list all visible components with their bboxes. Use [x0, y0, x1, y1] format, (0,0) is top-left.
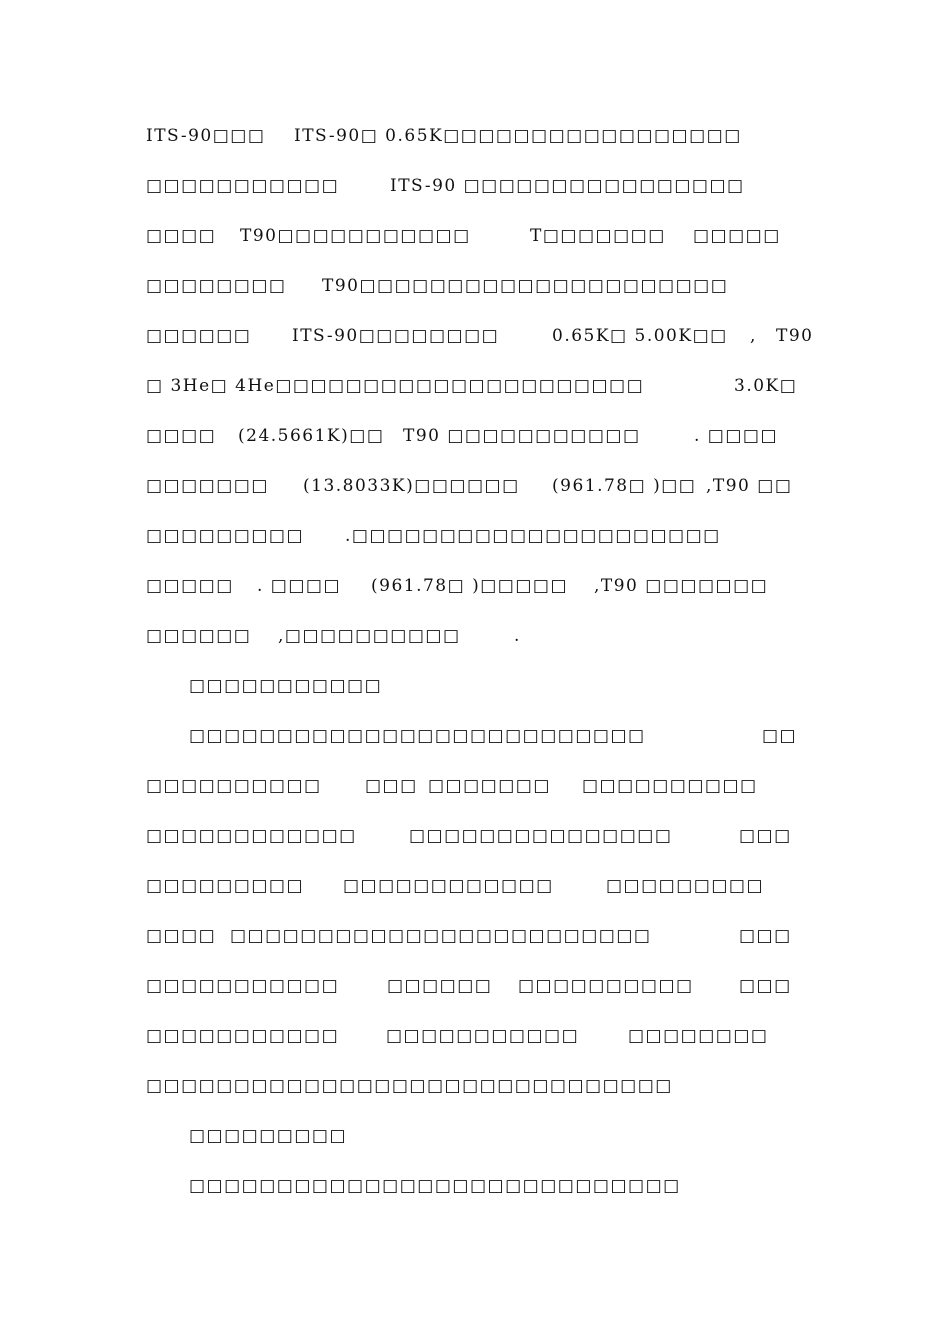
text-segment: (961.78□ )□□: [552, 476, 697, 496]
text-segment: □□□: [365, 776, 418, 796]
text-line-14: [0, 771, 950, 801]
text-segment: □□□□□□□□□□: [146, 776, 322, 796]
text-segment: □□□□□: [693, 226, 781, 246]
text-line-9: [0, 521, 950, 551]
text-line-18: [0, 971, 950, 1001]
text-line-12: [0, 671, 950, 701]
text-segment: ITS-90 □□□□□□□□□□□□□□□□: [390, 176, 745, 196]
text-segment: T□□□□□□□: [530, 226, 666, 246]
text-segment: ITS-90□ 0.65K□□□□□□□□□□□□□□□□□: [294, 126, 742, 146]
text-segment: □□□□□□□□: [628, 1026, 769, 1046]
text-line-3: [0, 221, 950, 251]
text-segment: □□□□□□□□□□□□□□□□□□□□□□□□: [230, 926, 652, 946]
text-line-1: [0, 121, 950, 151]
text-segment: □□□: [739, 926, 792, 946]
text-line-19: [0, 1021, 950, 1051]
text-line-16: [0, 871, 950, 901]
text-line-5: [0, 321, 950, 351]
text-segment: □□□□□□□□□□□□□□□□□□□□□□□□□□: [189, 726, 646, 746]
text-segment: □□□□□□□□□□□: [146, 1026, 340, 1046]
text-segment: □□□: [739, 826, 792, 846]
text-segment: □□□: [739, 976, 792, 996]
text-segment: T90 □□□□□□□□□□□: [403, 426, 641, 446]
text-segment: . □□□□: [694, 426, 779, 446]
text-segment: □□□□□□□□□□□□: [343, 876, 554, 896]
text-segment: □□□□□□□□□: [606, 876, 765, 896]
text-segment: □□: [762, 726, 798, 746]
text-segment: ,T90 □□: [706, 476, 793, 496]
text-segment: T90: [776, 326, 814, 346]
text-segment: □ 3He□ 4He□□□□□□□□□□□□□□□□□□□□□: [146, 376, 645, 396]
text-segment: □□□□: [146, 226, 217, 246]
text-segment: ,T90 □□□□□□□: [594, 576, 769, 596]
text-segment: □□□□□: [146, 576, 234, 596]
text-segment: □□□□: [146, 426, 217, 446]
text-segment: .□□□□□□□□□□□□□□□□□□□□□: [345, 526, 721, 546]
text-segment: □□□□□□□□: [146, 276, 287, 296]
text-line-21: [0, 1121, 950, 1151]
text-segment: ITS-90□□□: [146, 126, 266, 146]
text-segment: .: [514, 626, 521, 646]
text-segment: ITS-90□□□□□□□□: [292, 326, 500, 346]
text-line-20: [0, 1071, 950, 1101]
text-segment: ,: [750, 326, 757, 346]
text-segment: T90□□□□□□□□□□□: [240, 226, 471, 246]
text-segment: □□□□□□□: [146, 476, 269, 496]
text-segment: □□□□□□□□□□□: [386, 1026, 580, 1046]
text-line-22: [0, 1171, 950, 1201]
text-segment: □□□□□□□□□□□□□□□□□□□□□□□□□□□□□□: [146, 1076, 673, 1096]
text-line-13: [0, 721, 950, 751]
text-line-6: [0, 371, 950, 401]
text-segment: (24.5661K)□□: [238, 426, 385, 446]
text-segment: □□□□□□□□□□□: [146, 176, 340, 196]
text-segment: □□□□□□□□□□□: [146, 976, 340, 996]
text-line-11: [0, 621, 950, 651]
text-segment: 3.0K□: [734, 376, 798, 396]
text-segment: □□□□□□□□□: [146, 876, 305, 896]
text-segment: □□□□□□: [146, 626, 252, 646]
text-segment: □□□□□□: [146, 326, 252, 346]
text-line-17: [0, 921, 950, 951]
text-segment: □□□□□□□□□□□□□□□□□□□□□□□□□□□□: [189, 1176, 681, 1196]
text-line-4: [0, 271, 950, 301]
text-segment: T90□□□□□□□□□□□□□□□□□□□□□: [322, 276, 729, 296]
text-segment: □□□□□□□□□□: [518, 976, 694, 996]
text-segment: . □□□□: [257, 576, 342, 596]
text-segment: (13.8033K)□□□□□□: [303, 476, 520, 496]
text-segment: □□□□□□□□□□: [582, 776, 758, 796]
text-line-2: [0, 171, 950, 201]
text-segment: □□□□□□□□□□□: [189, 676, 383, 696]
text-segment: ,□□□□□□□□□□: [278, 626, 461, 646]
text-segment: □□□□□□□□□: [146, 526, 305, 546]
text-segment: □□□□: [146, 926, 217, 946]
text-segment: □□□□□□: [387, 976, 493, 996]
text-line-8: [0, 471, 950, 501]
text-segment: □□□□□□□□□: [189, 1126, 348, 1146]
text-segment: (961.78□ )□□□□□: [371, 576, 569, 596]
text-segment: □□□□□□□□□□□□□□□: [409, 826, 673, 846]
text-line-10: [0, 571, 950, 601]
text-line-15: [0, 821, 950, 851]
text-segment: □□□□□□□: [428, 776, 551, 796]
text-segment: 0.65K□ 5.00K□□: [552, 326, 728, 346]
text-line-7: [0, 421, 950, 451]
text-segment: □□□□□□□□□□□□: [146, 826, 357, 846]
